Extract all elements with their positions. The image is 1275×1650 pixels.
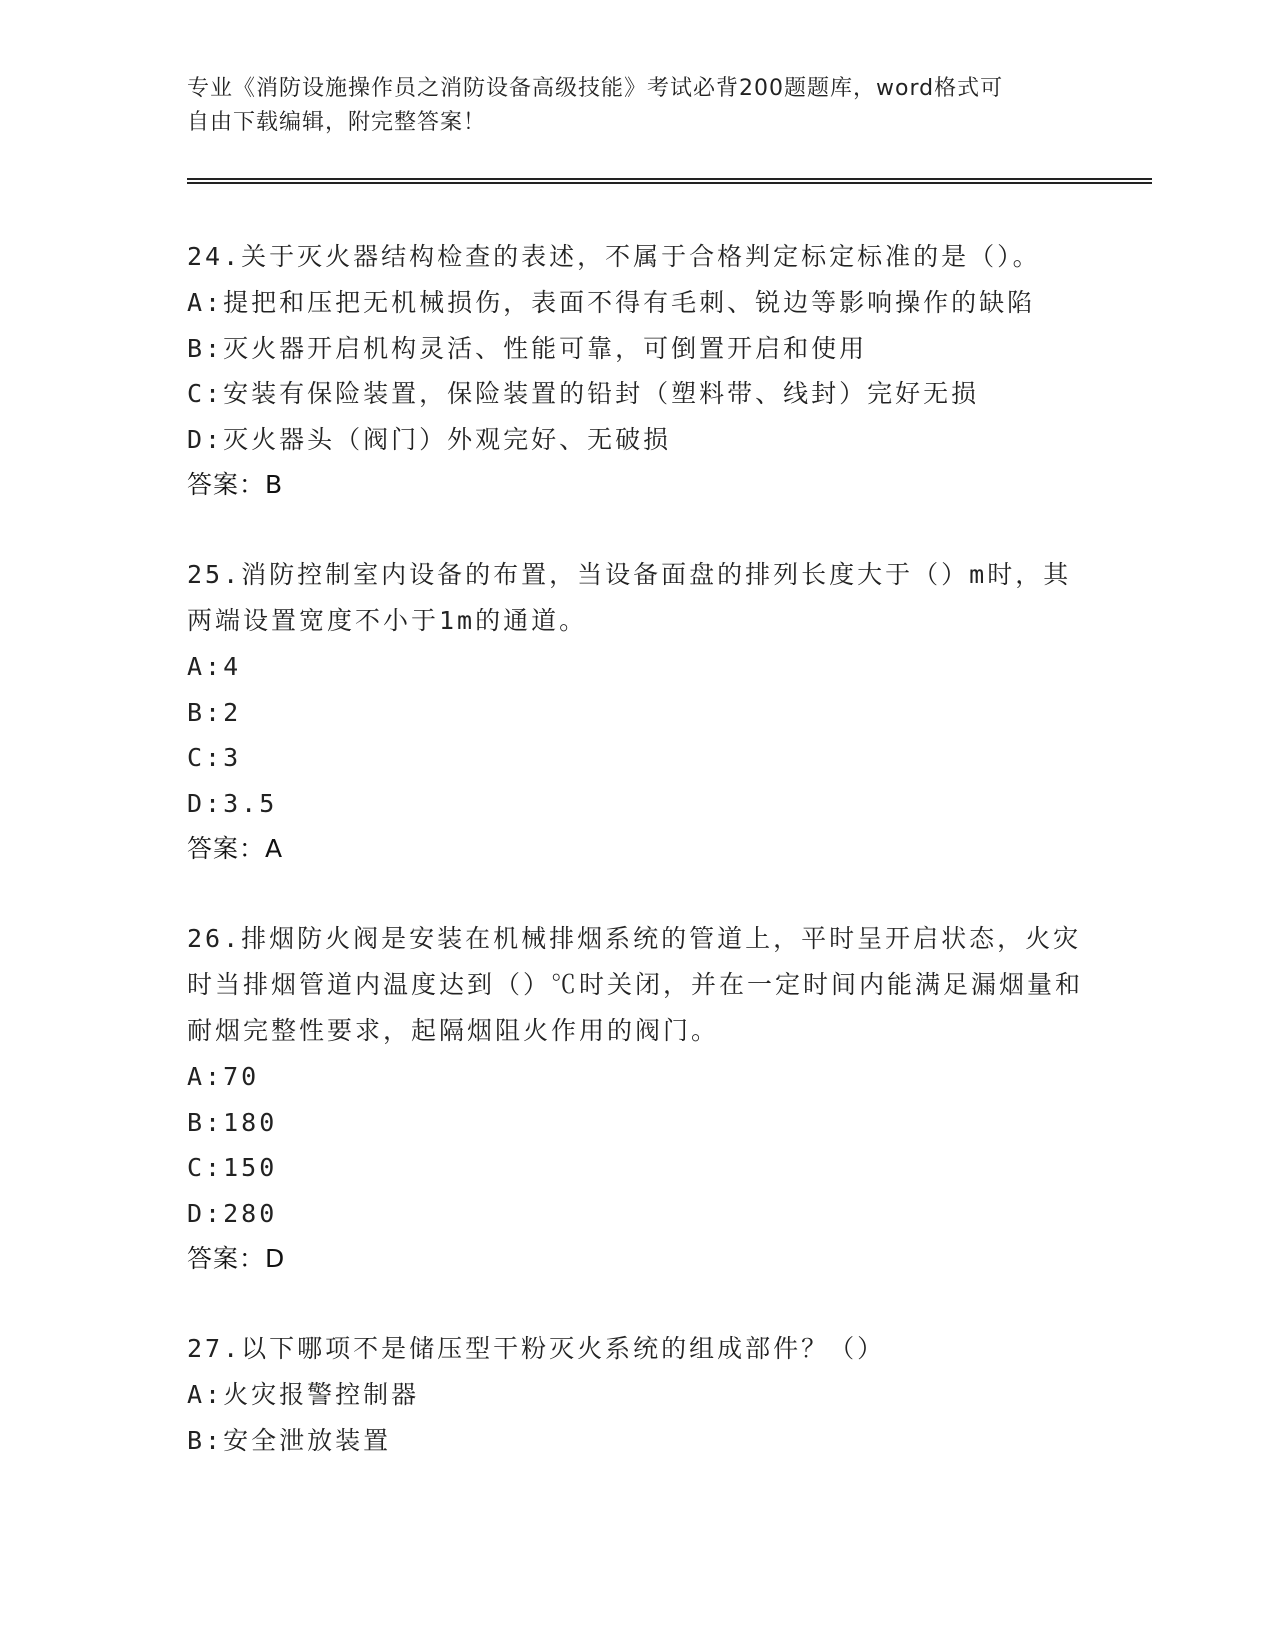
option-c: C:3 xyxy=(187,743,242,772)
option-a: A:提把和压把无机械损伤，表面不得有毛刺、锐边等影响操作的缺陷 xyxy=(187,288,1036,317)
document-header xyxy=(187,72,1067,140)
answer-line: 答案：B xyxy=(187,470,284,499)
header-line-1: 专业《消防设施操作员之消防设备高级技能》考试必背200题题库，word格式可 xyxy=(187,76,1004,101)
question-24 xyxy=(187,234,1087,508)
header-line-2: 自由下载编辑，附完整答案！ xyxy=(187,110,487,135)
option-c: C:安装有保险装置，保险装置的铅封（塑料带、线封）完好无损 xyxy=(187,379,980,408)
question-list xyxy=(187,234,1087,1507)
question-stem: 24.关于灭火器结构检查的表述，不属于合格判定标定标准的是（）。 xyxy=(187,242,1041,271)
question-25 xyxy=(187,552,1087,872)
option-b: B:2 xyxy=(187,697,242,727)
option-b: B:180 xyxy=(187,1107,278,1137)
option-a: A:70 xyxy=(187,1062,260,1091)
answer-line: 答案：A xyxy=(187,834,284,863)
option-b: B:灭火器开启机构灵活、性能可靠，可倒置开启和使用 xyxy=(187,333,868,363)
header-double-rule xyxy=(187,178,1152,184)
question-stem: 26.排烟防火阀是安装在机械排烟系统的管道上，平时呈开启状态，火灾时当排烟管道内温度达到（）℃时关闭，并在一定时间内能满足漏烟量和耐烟完整性要求，起隔烟阻火作用的阀门。 xyxy=(187,924,1084,1045)
option-d: D:3.5 xyxy=(187,788,278,818)
option-c: C:150 xyxy=(187,1153,278,1182)
answer-line: 答案：D xyxy=(187,1244,286,1273)
question-stem: 27.以下哪项不是储压型干粉灭火系统的组成部件？（） xyxy=(187,1334,886,1363)
option-d: D:280 xyxy=(187,1198,278,1228)
option-d: D:灭火器头（阀门）外观完好、无破损 xyxy=(187,424,672,454)
option-a: A:火灾报警控制器 xyxy=(187,1380,420,1409)
option-b: B:安全泄放装置 xyxy=(187,1425,392,1455)
question-stem: 25.消防控制室内设备的布置，当设备面盘的排列长度大于（）m时，其两端设置宽度不小于1m的通道。 xyxy=(187,560,1072,635)
question-26 xyxy=(187,916,1087,1282)
question-27 xyxy=(187,1326,1087,1463)
option-a: A:4 xyxy=(187,652,242,681)
